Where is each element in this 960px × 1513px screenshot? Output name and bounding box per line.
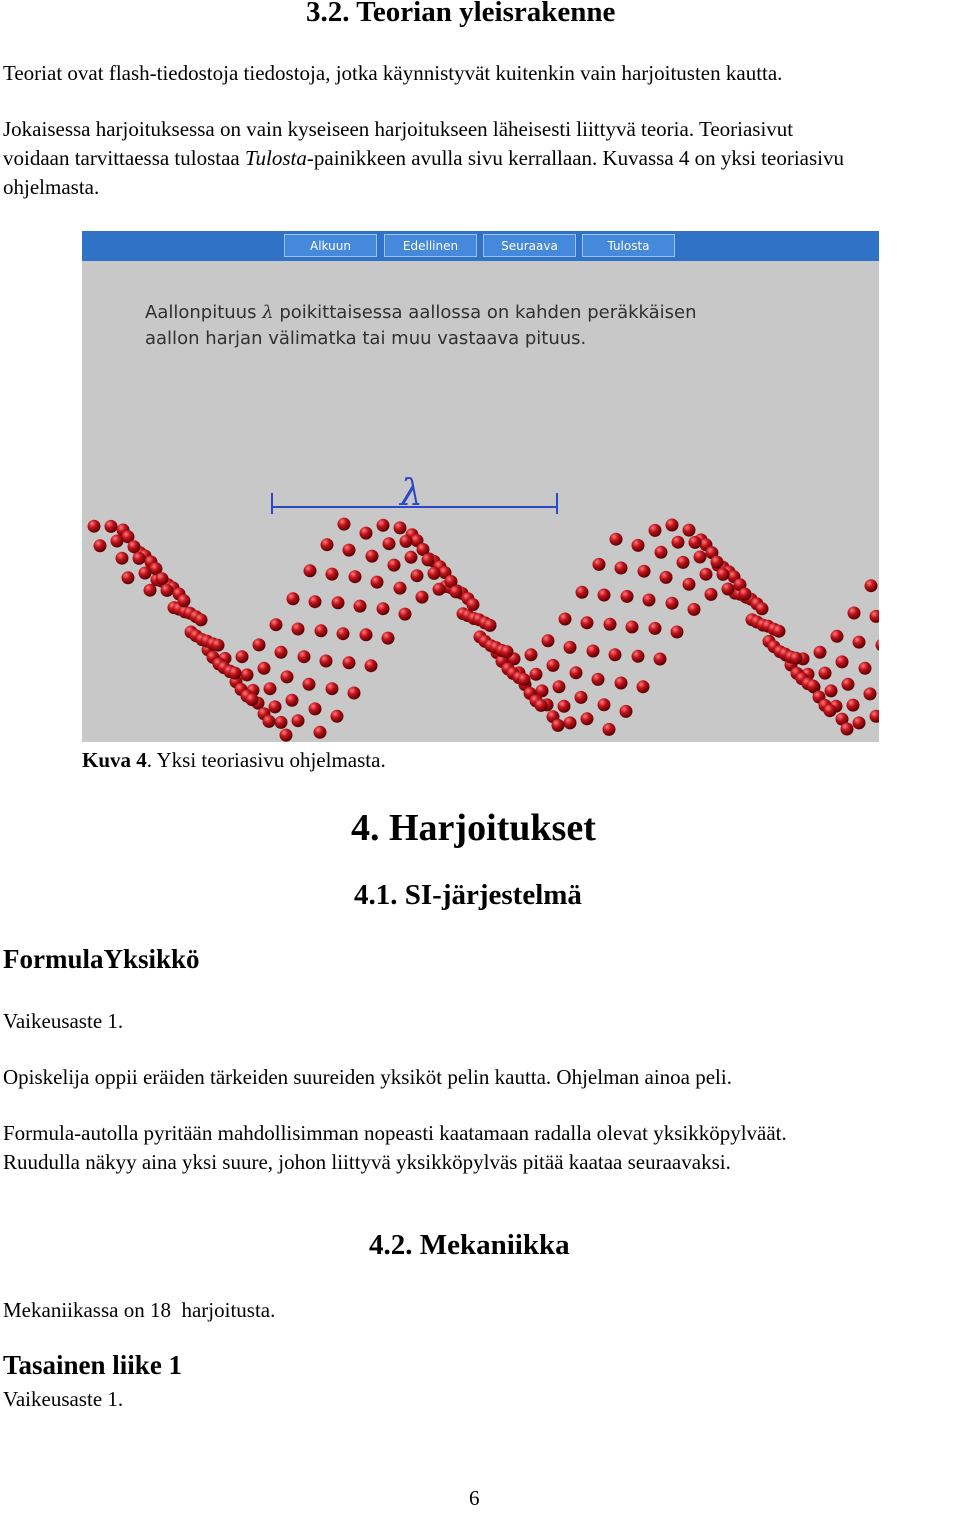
wave-particle [525, 648, 538, 661]
wave-particle [655, 546, 668, 559]
wave-particle [700, 568, 713, 581]
wave-particle [683, 578, 696, 591]
wave-particle [264, 682, 277, 695]
wave-particle [609, 648, 622, 661]
wave-particle [366, 550, 379, 563]
wave-particle [558, 700, 571, 713]
wave-particle [349, 570, 362, 583]
wave-particle [722, 583, 735, 596]
wave-particle [807, 680, 820, 693]
wave-particle [643, 594, 656, 607]
wave-particle [683, 524, 696, 537]
wave-particle [309, 595, 322, 608]
wave-particle [399, 608, 412, 621]
wave-particle [626, 621, 639, 634]
wave-particle [422, 553, 435, 566]
text-span: Aallonpituus [145, 302, 263, 323]
wave-particle [411, 569, 424, 582]
wave-particle [337, 627, 350, 640]
wave-particle [263, 715, 276, 728]
paragraph-line: Formula-autolla pyritään mahdollisimman nopeasti kaatamaan radalla olevat yksikköpylväät. [3, 1121, 787, 1145]
wave-particle [394, 521, 407, 534]
wave-particle [360, 628, 373, 641]
wave-particle [598, 698, 611, 711]
wave-particle [632, 650, 645, 663]
wavelength-lambda-label: λ [400, 473, 423, 514]
wave-particle [128, 540, 141, 553]
wave-particle [428, 567, 441, 580]
wave-particle [553, 680, 566, 693]
wave-particle [270, 618, 283, 631]
wave-particle [246, 693, 259, 706]
wave-particle [671, 626, 684, 639]
wave-particle [610, 533, 623, 546]
lambda-symbol: λ [262, 302, 274, 323]
wave-particle [258, 662, 271, 675]
wave-particle [705, 588, 718, 601]
wave-particle [331, 710, 344, 723]
tulosta-button[interactable]: Tulosta [582, 234, 675, 257]
wave-particle [298, 650, 311, 663]
wave-particle [853, 716, 866, 729]
wave-particle [853, 636, 866, 649]
wave-particle [592, 673, 605, 686]
wave-particle [314, 726, 327, 739]
wave-particle [105, 520, 118, 533]
wave-particle [576, 586, 589, 599]
wave-particle [864, 687, 877, 700]
wave-particle [303, 678, 316, 691]
wave-particle [348, 687, 361, 700]
caption-text: . Yksi teoriasivu ohjelmasta. [146, 748, 386, 772]
wave-illustration [82, 231, 879, 742]
wave-particle [660, 571, 673, 584]
theory-text-line: aallon harjan välimatka tai muu vastaava pituus. [145, 328, 587, 349]
difficulty-level: Vaikeusaste 1. [3, 1387, 124, 1411]
wave-particle [382, 632, 395, 645]
wave-particle [405, 551, 418, 564]
wave-particle [756, 602, 769, 615]
wave-particle [275, 646, 288, 659]
wave-particle [377, 602, 390, 615]
theory-page-figure [82, 231, 879, 742]
paragraph-line: Ruudulla näkyy aina yksi suure, johon liittyvä yksikköpylväs pitää kaataa seuraavaksi. [3, 1150, 731, 1174]
wave-particle [309, 702, 322, 715]
wave-particle [711, 556, 724, 569]
wave-particle [343, 544, 356, 557]
wave-particle [717, 568, 730, 581]
section-heading-4-1: 4.1. SI-järjestelmä [354, 879, 582, 911]
text-span: poikittaisessa aallossa on kahden peräkkäisen [273, 302, 697, 323]
wave-particle [484, 619, 497, 632]
wave-particle [467, 598, 480, 611]
wave-particle [542, 634, 555, 647]
wave-particle [859, 662, 872, 675]
edellinen-button[interactable]: Edellinen [384, 234, 477, 257]
section-heading-3-2: 3.2. Teorian yleisrakenne [306, 0, 616, 28]
wave-particle [116, 552, 129, 565]
formula-description: Opiskelija oppii eräiden tärkeiden suureiden yksiköt pelin kautta. Ohjelman ainoa peli. [3, 1065, 732, 1089]
exercise-title-formula: FormulaYksikkö [3, 944, 200, 974]
wave-particle [360, 527, 373, 540]
wave-particle [570, 666, 583, 679]
wave-particle [688, 603, 701, 616]
wave-particle [870, 610, 880, 623]
wave-particle [122, 571, 135, 584]
wave-particle [326, 568, 339, 581]
alkuun-button[interactable]: Alkuun [284, 234, 377, 257]
wave-particle [865, 579, 878, 592]
wave-particle [677, 556, 690, 569]
seuraava-button[interactable]: Seuraava [483, 234, 576, 257]
wave-particle [156, 572, 169, 585]
wave-particle [416, 591, 429, 604]
wave-particle [876, 639, 880, 652]
wave-particle [847, 699, 860, 712]
wave-particle [530, 668, 543, 681]
wave-particle [575, 691, 588, 704]
wave-particle [326, 682, 339, 695]
wave-particle [338, 518, 351, 531]
wave-particle [638, 565, 651, 578]
wave-particle [598, 589, 611, 602]
wave-particle [518, 673, 531, 686]
wave-particle [343, 656, 356, 669]
wave-particle [304, 564, 317, 577]
wave-particle [604, 618, 617, 631]
wave-particle [212, 639, 225, 652]
paragraph-line [3, 144, 960, 173]
wave-particle [229, 667, 242, 680]
wave-particle [144, 584, 157, 597]
mekaniikka-count: Mekaniikassa on 18 harjoitusta. [3, 1298, 276, 1322]
wave-particles [88, 518, 880, 742]
wave-particle [280, 729, 293, 742]
wave-particle [139, 567, 152, 580]
wave-particle [269, 700, 282, 713]
formula-details [3, 1119, 787, 1177]
wave-particle [654, 653, 667, 666]
section-heading-4-2: 4.2. Mekaniikka [369, 1229, 570, 1261]
wave-particle [501, 645, 514, 658]
wave-particle [94, 539, 107, 552]
wave-particle [286, 694, 299, 707]
wave-particle [666, 597, 679, 610]
wave-particle [354, 600, 367, 613]
paragraph-line: Jokaisessa harjoituksessa on vain kyseiseen harjoitukseen läheisesti liittyvä teoria. Teoriasivut [3, 117, 794, 141]
text-span: -painikkeen avulla sivu kerrallaan. Kuvassa 4 on yksi teoriasivu [306, 146, 844, 170]
wave-particle [581, 712, 594, 725]
page-number: 6 [469, 1486, 480, 1510]
wave-particle [559, 613, 572, 626]
wave-particle [400, 535, 413, 548]
wave-particle [564, 641, 577, 654]
wave-particle [581, 616, 594, 629]
wave-particle [620, 705, 633, 718]
paragraph-teoria [3, 115, 960, 202]
paragraph-line: ohjelmasta. [3, 175, 100, 199]
wave-particle [377, 519, 390, 532]
wave-particle [819, 667, 832, 680]
wave-particle [603, 723, 616, 736]
wave-particle [236, 650, 249, 663]
wave-particle [383, 537, 396, 550]
wave-particle [178, 594, 191, 607]
wave-particle [161, 584, 174, 597]
wave-particle [133, 552, 146, 565]
wave-particle [649, 622, 662, 635]
wave-particle [666, 519, 679, 532]
wave-particle [321, 538, 334, 551]
paragraph-intro: Teoriat ovat flash-tiedostoja tiedostoja, jotka käynnistyvät kuitenkin vain harjoitusten kautta. [3, 61, 783, 85]
wave-particle [694, 551, 707, 564]
figure-caption [82, 746, 386, 775]
wave-particle [637, 680, 650, 693]
exercise-title-tasainen: Tasainen liike 1 [3, 1350, 183, 1380]
wave-particle [649, 524, 662, 537]
wave-particle [394, 582, 407, 595]
wave-particle [593, 558, 606, 571]
wave-particle [315, 624, 328, 637]
wave-particle [790, 652, 803, 665]
wave-particle [824, 704, 837, 717]
wave-particle [388, 559, 401, 572]
wave-particle [433, 583, 446, 596]
wave-particle [450, 585, 463, 598]
caption-label: Kuva 4 [82, 748, 147, 772]
wave-particle [88, 520, 101, 533]
wave-particle [672, 536, 685, 549]
chapter-heading-4: 4. Harjoitukset [351, 807, 596, 849]
wave-particle [111, 535, 124, 548]
difficulty-level: Vaikeusaste 1. [3, 1009, 124, 1033]
wave-particle [773, 625, 786, 638]
wave-particle [275, 716, 288, 729]
wave-particle [841, 723, 854, 736]
wave-particle [371, 576, 384, 589]
wave-particle [587, 645, 600, 658]
wave-particle [825, 684, 838, 697]
wave-particle [292, 714, 305, 727]
wave-particle [689, 536, 702, 549]
wave-particle [552, 719, 565, 732]
wave-particle [332, 596, 345, 609]
wave-particle [195, 613, 208, 626]
wave-particle [739, 588, 752, 601]
wave-particle [564, 716, 577, 729]
wave-particle [615, 677, 628, 690]
wave-particle [621, 590, 634, 603]
text-span: voidaan tarvittaessa tulostaa [3, 146, 246, 170]
wave-particle [547, 659, 560, 672]
wave-particle [632, 539, 645, 552]
wave-particle [287, 592, 300, 605]
tulosta-italic: Tulosta [245, 146, 307, 170]
wave-particle [831, 630, 844, 643]
wave-particle [365, 659, 378, 672]
wave-particle [281, 670, 294, 683]
wave-particle [870, 710, 880, 723]
wave-particle [320, 655, 333, 668]
wave-particle [836, 655, 849, 668]
wave-particle [842, 678, 855, 691]
wave-particle [535, 699, 548, 712]
wave-particle [241, 668, 254, 681]
wave-particle [615, 562, 628, 575]
wave-particle [292, 623, 305, 636]
wave-particle [848, 607, 861, 620]
wave-particle [253, 638, 266, 651]
wave-particle [814, 646, 827, 659]
